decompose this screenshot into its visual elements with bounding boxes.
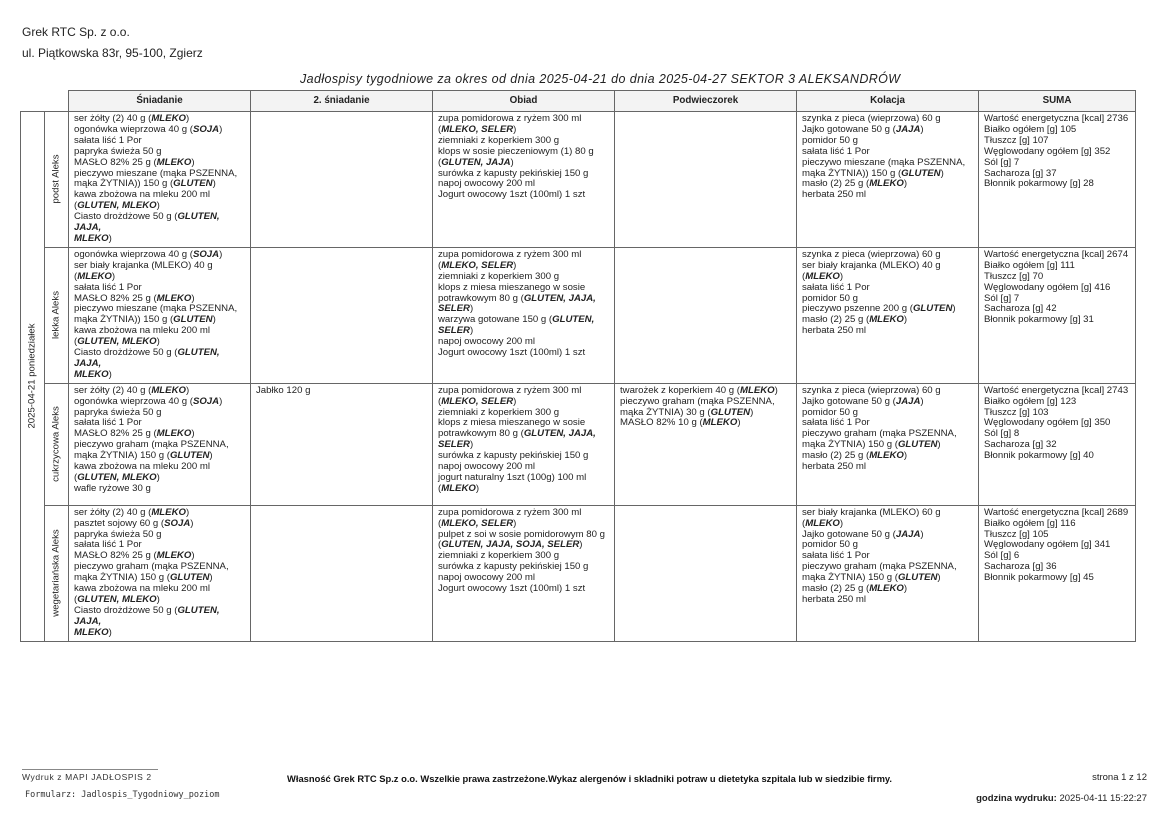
footer-ownership: Własność Grek RTC Sp.z o.o. Wszelkie prawa zastrzeżone.Wykaz alergenów i skladniki potraw u dietetyka szpitala lub w siedzibie firmy. <box>287 773 893 784</box>
meal-line: pieczywo mieszane (mąka PSZENNA, <box>74 303 238 315</box>
meal-line: herbata 250 ml <box>802 325 866 337</box>
date-cell <box>21 112 45 642</box>
meal-line: Ciasto drożdżowe 50 g (GLUTEN, JAJA, <box>74 211 220 234</box>
footer-form: Formularz: Jadlospis_Tygodniowy_poziom <box>25 790 220 800</box>
header-drugie-sniadanie: 2. śniadanie <box>251 91 433 112</box>
meal-line: Sacharoza [g] 37 <box>984 167 1057 179</box>
meal-line: ser biały krajanka (MLEKO) 40 g <box>74 259 213 271</box>
meal-line: MLEKO) <box>74 232 112 244</box>
meal-line: (GLUTEN, MLEKO) <box>74 200 160 212</box>
meal-cell-suma <box>979 112 1136 248</box>
company-name: Grek RTC Sp. z o.o. <box>22 25 130 39</box>
meal-cell-suma <box>979 247 1136 383</box>
meal-line: ser żółty (2) 40 g (MLEKO) <box>74 113 190 124</box>
meal-line: Jabłko 120 g <box>256 384 311 396</box>
meal-cell-sniadanie <box>69 247 251 383</box>
footer-separator <box>22 769 158 770</box>
meal-line: napoj owocowy 200 ml <box>438 178 536 190</box>
meal-cell-sniadanie <box>69 112 251 248</box>
meal-line: masło (2) 25 g (MLEKO) <box>802 314 908 326</box>
meal-line: mąka ŻYTNIA) 30 g (GLUTEN) <box>620 406 754 418</box>
diet-name-cell <box>45 112 69 248</box>
meal-line: napoj owocowy 200 ml <box>438 461 536 473</box>
meal-line: SELER) <box>438 325 474 337</box>
meal-line: papryka świeża 50 g <box>74 145 162 157</box>
meal-line: Węglowodany ogółem [g] 352 <box>984 145 1111 157</box>
meal-line: Błonnik pokarmowy [g] 28 <box>984 178 1094 190</box>
meal-line: Wartość energetyczna [kcal] 2736 <box>984 113 1129 124</box>
header-sniadanie: Śniadanie <box>69 91 251 112</box>
meal-line: Wartość energetyczna [kcal] 2743 <box>984 384 1129 396</box>
meal-line: kawa zbożowa na mleku 200 ml <box>74 325 210 337</box>
meal-cell-obiad <box>433 383 615 505</box>
meal-cell-drugie-sniadanie <box>251 383 433 505</box>
header-row <box>21 91 1136 112</box>
meal-cell-suma <box>979 505 1136 641</box>
meal-line: szynka z pieca (wieprzowa) 60 g <box>802 248 941 260</box>
meal-line: (MLEKO) <box>802 270 844 282</box>
meal-line: (MLEKO, SELER) <box>438 517 517 529</box>
meal-line: Sacharoza [g] 32 <box>984 439 1057 451</box>
meal-line: (GLUTEN, MLEKO) <box>74 336 160 348</box>
meal-line: pomidor 50 g <box>802 134 858 146</box>
meal-line: wafle ryżowe 30 g <box>74 482 151 494</box>
document-title: Jadłospisy tygodniowe za okres od dnia 2025-04-21 do dnia 2025-04-27 SEKTOR 3 ALEKSANDRÓW <box>300 72 901 86</box>
meal-line: Wartość energetyczna [kcal] 2674 <box>984 248 1129 260</box>
meal-line: sałata liść 1 Por <box>74 539 142 551</box>
meal-line: SELER) <box>438 303 474 315</box>
meal-line: jogurt naturalny 1szt (100g) 100 ml <box>438 472 587 483</box>
meal-line: ogonówka wieprzowa 40 g (SOJA) <box>74 395 223 407</box>
meal-line: Jogurt owocowy 1szt (100ml) 1 szt <box>438 583 586 595</box>
meal-line: (MLEKO, SELER) <box>438 395 517 407</box>
meal-line: twarożek z koperkiem 40 g (MLEKO) <box>620 384 778 396</box>
meal-line: sałata liść 1 Por <box>74 134 142 146</box>
meal-line: (GLUTEN, MLEKO) <box>74 594 160 605</box>
meal-line: potrawkowym 80 g (GLUTEN, JAJA, <box>438 428 596 440</box>
meal-line: MASŁO 82% 25 g (MLEKO) <box>74 156 195 168</box>
meal-line: masło (2) 25 g (MLEKO) <box>802 583 908 595</box>
meal-line: Ciasto drożdżowe 50 g (GLUTEN, JAJA, <box>74 347 220 369</box>
meal-line: Węglowodany ogółem [g] 341 <box>984 539 1111 551</box>
meal-cell-kolacja <box>797 247 979 383</box>
meal-line: klops z miesa mieszanego w sosie <box>438 417 586 429</box>
meal-line: MASŁO 82% 25 g (MLEKO) <box>74 428 195 440</box>
meal-line: ziemniaki z koperkiem 300 g <box>438 406 560 418</box>
meal-line: mąka ŻYTNIA)) 150 g (GLUTEN) <box>74 314 216 326</box>
meal-line: herbata 250 ml <box>802 594 866 605</box>
meal-line: Jogurt owocowy 1szt (100ml) 1 szt <box>438 189 586 201</box>
meal-line: zupa pomidorowa z ryżem 300 ml <box>438 506 582 518</box>
meal-line: Tłuszcz [g] 70 <box>984 270 1044 282</box>
meal-line: napoj owocowy 200 ml <box>438 336 536 348</box>
meal-line: Sól [g] 8 <box>984 428 1020 440</box>
meal-line: potrawkowym 80 g (GLUTEN, JAJA, <box>438 292 596 304</box>
meal-line: sałata liść 1 Por <box>802 417 870 429</box>
diet-name: wegetariańska Aleks <box>50 529 62 617</box>
meal-line: szynka z pieca (wieprzowa) 60 g <box>802 384 941 396</box>
meal-line: pieczywo mieszane (mąka PSZENNA, <box>74 167 238 179</box>
meal-line: pieczywo graham (mąka PSZENNA, <box>620 395 775 407</box>
meal-line: MASŁO 82% 25 g (MLEKO) <box>74 550 195 562</box>
meal-line: mąka ŻYTNIA) 150 g (GLUTEN) <box>802 439 941 451</box>
diet-name: podst Aleks <box>50 154 62 204</box>
diet-row <box>21 505 1136 641</box>
diet-name-cell <box>45 505 69 641</box>
footer-print-time-value: 2025-04-11 15:22:27 <box>1059 793 1147 804</box>
meal-line: pieczywo graham (mąka PSZENNA, <box>802 561 957 573</box>
header-obiad: Obiad <box>433 91 615 112</box>
meal-line: Tłuszcz [g] 103 <box>984 406 1049 418</box>
meal-line: papryka świeża 50 g <box>74 406 162 418</box>
meal-line: Jajko gotowane 50 g (JAJA) <box>802 395 924 407</box>
meal-line: pomidor 50 g <box>802 292 858 304</box>
meal-line: MLEKO) <box>74 368 112 380</box>
meal-line: warzywa gotowane 150 g (GLUTEN, <box>438 314 595 326</box>
footer-printout: Wydruk z MAPI JADŁOSPIS 2 <box>22 772 152 782</box>
meal-line: (MLEKO, SELER) <box>438 123 517 135</box>
meal-line: klops w sosie pieczeniowym (1) 80 g <box>438 145 594 157</box>
date-label: 2025-04-21 poniedziałek <box>26 323 38 429</box>
meal-line: (GLUTEN, JAJA, SOJA, SELER) <box>438 539 583 551</box>
meal-line: Białko ogółem [g] 116 <box>984 517 1076 529</box>
meal-line: masło (2) 25 g (MLEKO) <box>802 178 908 190</box>
meal-cell-podwieczorek <box>615 247 797 383</box>
meal-line: Tłuszcz [g] 105 <box>984 528 1049 540</box>
meal-line: pieczywo mieszane (mąka PSZENNA, <box>802 156 966 168</box>
weekly-menu-table <box>20 90 1136 642</box>
company-info <box>22 22 203 64</box>
meal-cell-kolacja <box>797 505 979 641</box>
meal-line: Sól [g] 7 <box>984 292 1020 304</box>
meal-line: Jajko gotowane 50 g (JAJA) <box>802 528 924 540</box>
meal-line: pieczywo graham (mąka PSZENNA, <box>74 561 229 573</box>
company-address: ul. Piątkowska 83r, 95-100, Zgierz <box>22 46 203 60</box>
meal-line: mąka ŻYTNIA) 150 g (GLUTEN) <box>802 572 941 584</box>
meal-line: Sacharoza [g] 42 <box>984 303 1057 315</box>
meal-cell-drugie-sniadanie <box>251 112 433 248</box>
meal-cell-podwieczorek <box>615 112 797 248</box>
header-blank <box>21 91 69 112</box>
meal-line: zupa pomidorowa z ryżem 300 ml <box>438 248 582 260</box>
header-suma: SUMA <box>979 91 1136 112</box>
meal-cell-podwieczorek <box>615 383 797 505</box>
meal-line: papryka świeża 50 g <box>74 528 162 540</box>
meal-line: Węglowodany ogółem [g] 350 <box>984 417 1111 429</box>
meal-line: MLEKO) <box>74 626 112 638</box>
meal-line: ogonówka wieprzowa 40 g (SOJA) <box>74 248 223 260</box>
meal-line: sałata liść 1 Por <box>802 281 870 293</box>
meal-line: napoj owocowy 200 ml <box>438 572 536 584</box>
meal-line: Tłuszcz [g] 107 <box>984 134 1049 146</box>
meal-line: (GLUTEN, MLEKO) <box>74 472 160 483</box>
meal-line: Wartość energetyczna [kcal] 2689 <box>984 506 1129 518</box>
meal-line: Białko ogółem [g] 105 <box>984 123 1077 135</box>
diet-row <box>21 112 1136 248</box>
diet-name: cukrzycowa Aleks <box>50 406 62 483</box>
meal-cell-kolacja <box>797 383 979 505</box>
meal-line: zupa pomidorowa z ryżem 300 ml <box>438 113 582 124</box>
footer-page-number: strona 1 z 12 <box>1092 772 1147 783</box>
meal-line: surówka z kapusty pekińskiej 150 g <box>438 561 589 573</box>
meal-cell-obiad <box>433 112 615 248</box>
meal-line: Błonnik pokarmowy [g] 40 <box>984 450 1094 462</box>
meal-line: Błonnik pokarmowy [g] 45 <box>984 572 1094 584</box>
meal-line: ziemniaki z koperkiem 300 g <box>438 550 560 562</box>
meal-line: pomidor 50 g <box>802 539 858 551</box>
meal-line: (MLEKO) <box>74 270 116 282</box>
meal-line: Jajko gotowane 50 g (JAJA) <box>802 123 924 135</box>
meal-line: MASŁO 82% 10 g (MLEKO) <box>620 417 741 429</box>
meal-line: mąka ŻYTNIA)) 150 g (GLUTEN) <box>802 167 944 179</box>
meal-line: szynka z pieca (wieprzowa) 60 g <box>802 113 941 124</box>
diet-name-cell <box>45 383 69 505</box>
meal-line: MASŁO 82% 25 g (MLEKO) <box>74 292 195 304</box>
meal-line: mąka ŻYTNIA) 150 g (GLUTEN) <box>74 572 213 584</box>
meal-line: Sól [g] 6 <box>984 550 1020 562</box>
meal-line: ziemniaki z koperkiem 300 g <box>438 134 560 146</box>
meal-line: mąka ŻYTNIA)) 150 g (GLUTEN) <box>74 178 216 190</box>
meal-line: pieczywo graham (mąka PSZENNA, <box>74 439 229 451</box>
header-podwieczorek: Podwieczorek <box>615 91 797 112</box>
meal-cell-drugie-sniadanie <box>251 247 433 383</box>
meal-line: sałata liść 1 Por <box>802 145 870 157</box>
meal-line: Białko ogółem [g] 111 <box>984 259 1075 271</box>
meal-line: ogonówka wieprzowa 40 g (SOJA) <box>74 123 223 135</box>
meal-line: (GLUTEN, JAJA) <box>438 156 514 168</box>
meal-line: surówka z kapusty pekińskiej 150 g <box>438 167 589 179</box>
meal-line: pulpet z soi w sosie pomidorowym 80 g <box>438 528 605 540</box>
meal-line: Jogurt owocowy 1szt (100ml) 1 szt <box>438 347 586 359</box>
meal-line: (MLEKO) <box>802 517 844 529</box>
diet-row <box>21 383 1136 505</box>
header-kolacja: Kolacja <box>797 91 979 112</box>
meal-line: ziemniaki z koperkiem 300 g <box>438 270 560 282</box>
meal-cell-drugie-sniadanie <box>251 505 433 641</box>
meal-line: sałata liść 1 Por <box>74 281 142 293</box>
meal-cell-sniadanie <box>69 505 251 641</box>
footer-print-time-label: godzina wydruku: <box>976 793 1057 804</box>
footer-print-time <box>976 793 1147 804</box>
diet-row <box>21 247 1136 383</box>
meal-line: ser żółty (2) 40 g (MLEKO) <box>74 506 190 518</box>
meal-cell-obiad <box>433 247 615 383</box>
meal-cell-suma <box>979 383 1136 505</box>
meal-line: kawa zbożowa na mleku 200 ml <box>74 461 210 473</box>
meal-line: (MLEKO) <box>438 482 480 494</box>
meal-line: ser biały krajanka (MLEKO) 40 g <box>802 259 941 271</box>
meal-line: sałata liść 1 Por <box>74 417 142 429</box>
meal-line: surówka z kapusty pekińskiej 150 g <box>438 450 589 462</box>
meal-cell-kolacja <box>797 112 979 248</box>
meal-line: pieczywo pszenne 200 g (GLUTEN) <box>802 303 956 315</box>
meal-line: sałata liść 1 Por <box>802 550 870 562</box>
meal-line: herbata 250 ml <box>802 461 866 473</box>
meal-line: ser żółty (2) 40 g (MLEKO) <box>74 384 190 396</box>
meal-line: pasztet sojowy 60 g (SOJA) <box>74 517 194 529</box>
meal-line: Białko ogółem [g] 123 <box>984 395 1077 407</box>
meal-line: masło (2) 25 g (MLEKO) <box>802 450 908 462</box>
meal-line: mąka ŻYTNIA) 150 g (GLUTEN) <box>74 450 213 462</box>
meal-line: kawa zbożowa na mleku 200 ml <box>74 189 210 201</box>
meal-cell-obiad <box>433 505 615 641</box>
meal-line: klops z miesa mieszanego w sosie <box>438 281 586 293</box>
meal-cell-podwieczorek <box>615 505 797 641</box>
meal-cell-sniadanie <box>69 383 251 505</box>
diet-name-cell <box>45 247 69 383</box>
meal-line: pomidor 50 g <box>802 406 858 418</box>
meal-line: kawa zbożowa na mleku 200 ml <box>74 583 210 595</box>
meal-line: ser biały krajanka (MLEKO) 60 g <box>802 506 941 518</box>
menu-body <box>21 112 1136 642</box>
meal-line: Węglowodany ogółem [g] 416 <box>984 281 1111 293</box>
meal-line: SELER) <box>438 439 474 451</box>
meal-line: zupa pomidorowa z ryżem 300 ml <box>438 384 582 396</box>
meal-line: herbata 250 ml <box>802 189 866 201</box>
meal-line: Sól [g] 7 <box>984 156 1020 168</box>
meal-line: Ciasto drożdżowe 50 g (GLUTEN, JAJA, <box>74 604 220 627</box>
meal-line: Błonnik pokarmowy [g] 31 <box>984 314 1094 326</box>
diet-name: lekka Aleks <box>50 291 62 340</box>
meal-line: Sacharoza [g] 36 <box>984 561 1057 573</box>
meal-line: (MLEKO, SELER) <box>438 259 517 271</box>
meal-line: pieczywo graham (mąka PSZENNA, <box>802 428 957 440</box>
